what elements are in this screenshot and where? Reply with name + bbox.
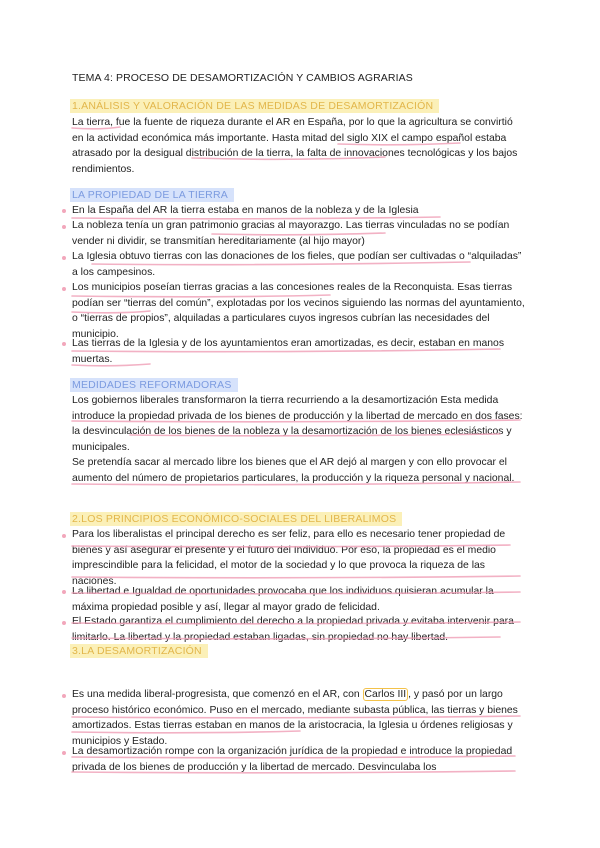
bullet-marker (62, 694, 66, 698)
list-item (72, 687, 527, 749)
section-heading-medidas: MEDIDADES REFORMADORAS (70, 378, 238, 392)
list-item: En la España del AR la tierra estaba en manos de la nobleza y de la Iglesia (72, 205, 419, 216)
section-paragraph: Se pretendía sacar al mercado libre los bienes que el AR dejó al margen y con ello provocar el aumento del número de propietarios particulares, la producción y la riqueza personal y nacional. (72, 457, 515, 484)
highlighted-name: Carlos III (364, 689, 407, 700)
page-title: TEMA 4: PROCESO DE DESAMORTIZACIÓN Y CAMBIOS AGRARIAS (72, 72, 413, 84)
section-heading-principios: 2.LOS PRINCIPIOS ECONÓMICO-SOCIALES DEL LIBERALIMOS (70, 512, 402, 526)
bullet-marker (62, 225, 66, 229)
list-item-text: , y pasó por un largo proceso histórico económico. Puso en el mercado, mediante subasta pública, las tierras y bienes amortizados. Estas tierras estaban en manos de la aristocracia, la Iglesia u órdenes religiosas y municipios y Estado. (72, 689, 518, 747)
list-item: Para los liberalistas el principal derecho es ser feliz, para ello es necesario tener propiedad de bienes y así asegurar el presente y el futuro del Individuo. Por eso, la propiedad es el medio imprescindible para la felicidad, el motor de la sociedad y lo que provoca la riqueza de las naciones. (72, 529, 506, 587)
bullet-marker (62, 621, 66, 625)
section-heading-desamortizacion: 3.LA DESAMORTIZACIÓN (70, 644, 208, 658)
section-heading-propiedad: LA PROPIEDAD DE LA TIERRA (70, 188, 234, 202)
list-item: La libertad e Igualdad de oportunidades provocaba que los individuos quisieran acumular la máxima propiedad posible y así, llegar al mayor grado de felicidad. (72, 586, 494, 613)
bullet-marker (62, 342, 66, 346)
list-item: Los municipios poseían tierras gracias a las concesiones reales de la Reconquista. Esas tierras podían ser “tierras del común”, explotadas por los vecinos siguiendo las normas del ayuntamiento, o “tierras de propios”, alquiladas a particulares cuyos ingresos cubrían las necesidades del municipio. (72, 282, 525, 340)
list-item: Las tierras de la Iglesia y de los ayuntamientos eran amortizadas, es decir, estaban en manos muertas. (72, 338, 505, 365)
bullet-marker (62, 287, 66, 291)
section-paragraph: La tierra, fue la fuente de riqueza durante el AR en España, por lo que la agricultura se convirtió en la actividad económica más importante. Hasta mitad del siglo XIX el campo español estaba atrasado por la desigual distribución de la tierra, la falta de innovaciones tecnológicas y los bajos rendimientos. (72, 117, 518, 175)
list-item: La desamortización rompe con la organización jurídica de la propiedad e introduce la propiedad privada de los bienes de producción y la libertad de mercado. Desvinculaba los (72, 746, 513, 773)
list-item: La Iglesia obtuvo tierras con las donaciones de los fieles, que podían ser cultivadas o “alquiladas” a los campesinos. (72, 251, 522, 278)
bullet-marker (62, 590, 66, 594)
bullet-marker (62, 256, 66, 260)
section-paragraph: Los gobiernos liberales transformaron la tierra recurriendo a la desamortización Esta medida introduce la propiedad privada de los bienes de producción y la libertad de mercado en dos fases: la desvinculación de los bienes de la nobleza y la desamortización de los bienes eclesiásticos y municipales. (72, 395, 523, 453)
section-heading-analisis: 1.ANÁLISIS Y VALORACIÓN DE LAS MEDIDAS DE DESAMORTIZACIÓN (70, 99, 439, 113)
bullet-marker (62, 209, 66, 213)
list-item: El Estado garantiza el cumplimiento del derecho a la propiedad privada y evitaba intervenir para limitarlo. La libertad y la propiedad estaban ligadas, sin propiedad no hay libertad. (72, 616, 514, 643)
list-item-text: Es una medida liberal-progresista, que comenzó en el AR, con (72, 689, 363, 700)
bullet-marker (62, 534, 66, 538)
bullet-marker (62, 751, 66, 755)
list-item: La nobleza tenía un gran patrimonio gracias al mayorazgo. Las tierras vinculadas no se podían vender ni dividir, se transmitían hereditariamente (al hijo mayor) (72, 220, 510, 247)
